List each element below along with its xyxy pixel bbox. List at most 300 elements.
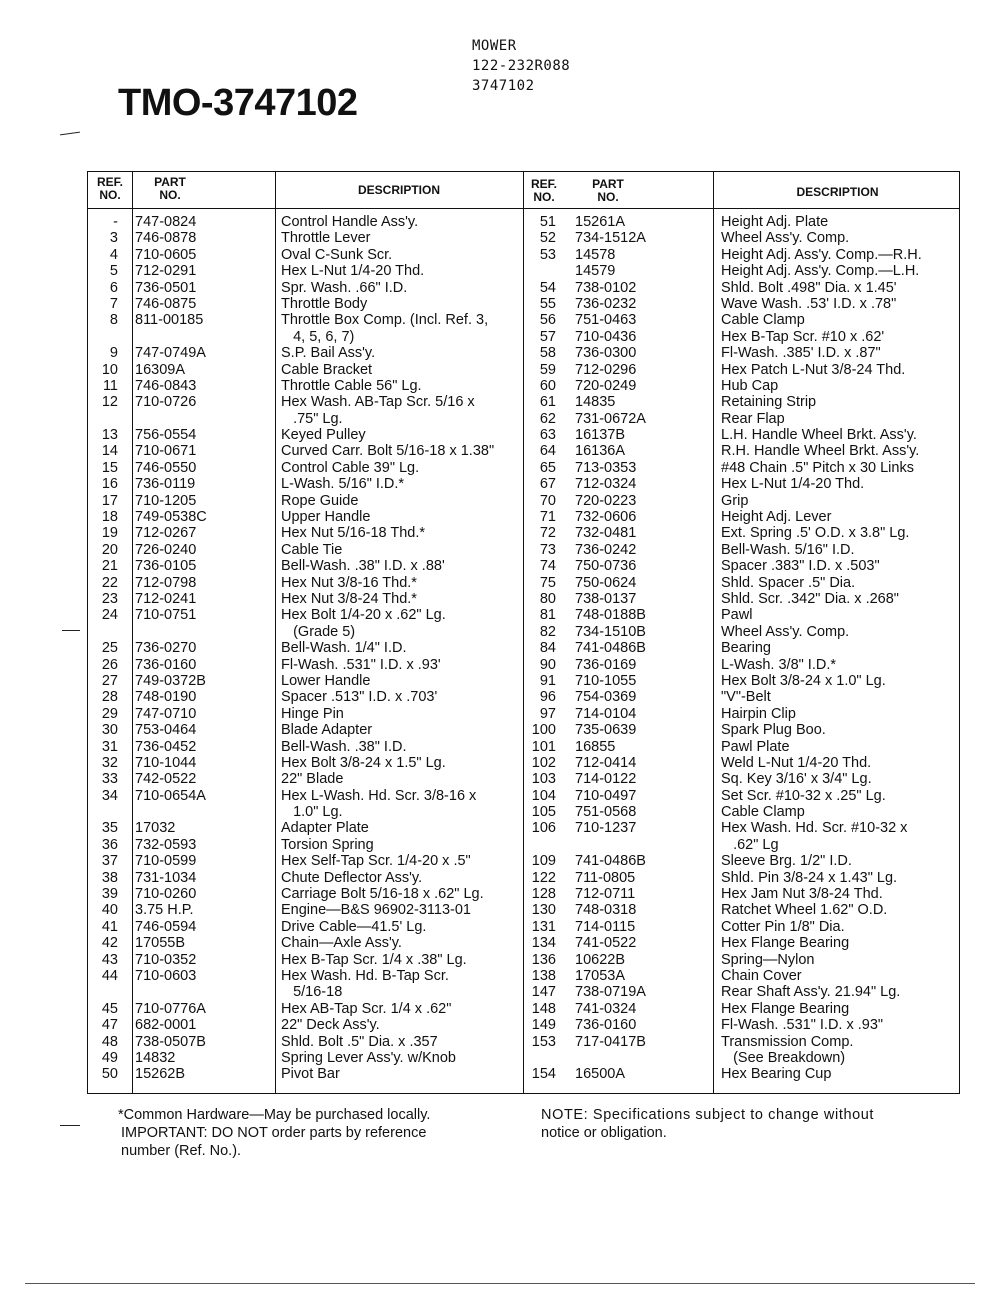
left-row-part-cell: 682-0001 bbox=[135, 1017, 197, 1034]
right-row-description-cell: R.H. Handle Wheel Brkt. Ass'y. bbox=[721, 443, 920, 460]
left-row-description-cell: Hex Nut 5/16-18 Thd.* bbox=[281, 525, 426, 542]
right-row-description-cell: Cable Clamp bbox=[721, 312, 805, 329]
scan-mark bbox=[62, 630, 80, 631]
left-row-part-cell: 747-0710 bbox=[135, 705, 197, 722]
right-row-part-cell: 713-0353 bbox=[575, 459, 637, 476]
left-row-part-cell: 712-0798 bbox=[135, 574, 197, 591]
right-row-description-cell: Hub Cap bbox=[721, 377, 779, 394]
right-row-part-cell: 14835 bbox=[575, 394, 616, 411]
right-row-ref-cell: 75 bbox=[539, 574, 556, 591]
right-row-part-cell: 738-0102 bbox=[575, 279, 637, 296]
left-row-description-cell: Drive Cable—41.5' Lg. bbox=[281, 918, 427, 935]
left-row-part-cell: 710-0599 bbox=[135, 853, 197, 870]
left-row-part-cell: 710-0671 bbox=[135, 443, 197, 460]
left-row-ref-cell: - bbox=[113, 214, 118, 230]
left-row-ref-cell: 7 bbox=[109, 295, 118, 312]
right-row-part-cell: 14579 bbox=[575, 263, 616, 280]
right-row-description-cell: Hex Flange Bearing bbox=[721, 1000, 850, 1017]
right-row-ref-cell: 134 bbox=[531, 935, 556, 952]
left-row-description-cell: Hex Nut 3/8-24 Thd.* bbox=[281, 590, 417, 607]
left-row-description-cell: Throttle Box Comp. (Incl. Ref. 3, bbox=[281, 312, 489, 329]
left-row-description-cell: Carriage Bolt 5/16-18 x .62" Lg. bbox=[281, 886, 484, 903]
right-row-ref-cell: 64 bbox=[539, 443, 556, 460]
right-row-part-cell: 736-0232 bbox=[575, 295, 637, 312]
right-row-description-cell: Shld. Scr. .342" Dia. x .268" bbox=[721, 590, 899, 607]
left-row-part-cell: 742-0522 bbox=[135, 771, 197, 788]
left-row-ref-cell: 39 bbox=[101, 886, 118, 903]
left-row-description-cell: Rope Guide bbox=[281, 492, 359, 509]
left-row-description-cell: Chain—Axle Ass'y. bbox=[281, 935, 402, 952]
right-row-description-cell: Spring—Nylon bbox=[721, 951, 815, 968]
right-row-part-cell: 17053A bbox=[575, 967, 625, 984]
right-row-ref-cell: 57 bbox=[539, 328, 556, 345]
left-row-description-cell: Control Cable 39" Lg. bbox=[281, 459, 420, 476]
left-row-ref-cell: 36 bbox=[101, 836, 118, 853]
right-row-part-cell: 741-0486B bbox=[575, 640, 646, 657]
right-row-description-cell: Cotter Pin 1/8" Dia. bbox=[721, 918, 845, 935]
right-row-description-cell: Rear Flap bbox=[721, 410, 785, 427]
right-row-description-cell: Hex Wash. Hd. Scr. #10-32 x bbox=[721, 820, 908, 837]
left-part-column bbox=[135, 214, 273, 1083]
left-row-part-cell: 746-0875 bbox=[135, 295, 197, 312]
right-row-part-cell: 741-0324 bbox=[575, 1000, 637, 1017]
left-row-ref-cell bbox=[92, 411, 118, 427]
right-row-description-cell: Spark Plug Boo. bbox=[721, 722, 826, 739]
right-row-ref-cell: 52 bbox=[539, 230, 556, 247]
right-row-description-cell: Height Adj. Lever bbox=[721, 509, 832, 526]
left-row-ref-cell: 12 bbox=[101, 394, 118, 411]
left-row-description-cell: Oval C-Sunk Scr. bbox=[281, 246, 393, 263]
left-row-part-cell: 732-0593 bbox=[135, 836, 197, 853]
left-row-ref-cell: 18 bbox=[101, 509, 118, 526]
right-row-ref-cell: 51 bbox=[539, 214, 556, 230]
right-row-part-cell: 712-0296 bbox=[575, 361, 637, 378]
left-row-description-cell: Cable Bracket bbox=[281, 361, 373, 378]
right-row-ref-cell: 90 bbox=[539, 656, 556, 673]
right-row-ref-cell: 104 bbox=[531, 787, 556, 804]
left-row-description-cell: Spring Lever Ass'y. w/Knob bbox=[281, 1049, 456, 1066]
left-row-part-cell: 747-0749A bbox=[135, 345, 206, 362]
right-row-description-cell: Spacer .383" I.D. x .503" bbox=[721, 558, 880, 575]
right-row-description-cell: Height Adj. Ass'y. Comp.—R.H. bbox=[721, 246, 922, 263]
left-row-description-cell: Torsion Spring bbox=[281, 836, 374, 853]
left-row-description-cell: Hex Wash. Hd. B-Tap Scr. bbox=[281, 967, 449, 984]
right-row-part-cell: 712-0711 bbox=[575, 886, 636, 903]
left-row-ref-cell: 35 bbox=[101, 820, 118, 837]
right-row-ref-cell: 65 bbox=[539, 459, 556, 476]
right-row-description-cell: Weld L-Nut 1/4-20 Thd. bbox=[721, 754, 872, 771]
header-ref-no: REF. NO. bbox=[530, 177, 557, 204]
right-row-description-cell: Wave Wash. .53' I.D. x .78" bbox=[721, 295, 897, 312]
left-row-description-cell: Fl-Wash. .531" I.D. x .93' bbox=[281, 656, 441, 673]
right-row-description-cell: Hex Bearing Cup bbox=[721, 1066, 832, 1083]
right-row-description-cell: Hex Bolt 3/8-24 x 1.0" Lg. bbox=[721, 672, 886, 689]
left-row-ref-cell: 25 bbox=[101, 640, 118, 657]
right-row-part-cell: 738-0719A bbox=[575, 984, 646, 1001]
left-row-description-cell: Hex Self-Tap Scr. 1/4-20 x .5" bbox=[281, 853, 471, 870]
right-row-part-cell: 16136A bbox=[575, 443, 625, 460]
left-row-description-cell: Keyed Pulley bbox=[281, 427, 366, 444]
left-row-part-cell: 746-0843 bbox=[135, 377, 197, 394]
left-row-ref-cell: 20 bbox=[101, 541, 118, 558]
right-row-ref-cell: 149 bbox=[531, 1017, 556, 1034]
left-row-part-cell: 710-0605 bbox=[135, 246, 197, 263]
left-row-ref-cell: 24 bbox=[101, 607, 118, 624]
header-ref-no: REF. NO. bbox=[96, 175, 123, 202]
left-row-part-cell: 712-0291 bbox=[135, 263, 197, 280]
left-row-ref-cell: 3 bbox=[109, 230, 118, 247]
left-row-ref-cell: 34 bbox=[101, 787, 118, 804]
left-row-part-cell: 811-00185 bbox=[135, 312, 204, 329]
right-row-ref-cell: 109 bbox=[531, 853, 556, 870]
left-row-description-cell: 5/16-18 bbox=[281, 984, 343, 1001]
right-row-part-cell: 748-0318 bbox=[575, 902, 637, 919]
scan-mark bbox=[60, 1125, 80, 1126]
left-row-part-cell: 736-0105 bbox=[135, 558, 197, 575]
left-row-ref-cell: 47 bbox=[101, 1017, 118, 1034]
right-row-ref-cell: 122 bbox=[531, 869, 556, 886]
left-row-part-cell: 16309A bbox=[135, 361, 185, 378]
right-row-part-cell: 750-0624 bbox=[575, 574, 637, 591]
right-row-ref-cell: 63 bbox=[539, 427, 556, 444]
left-row-description-cell: Hex Nut 3/8-16 Thd.* bbox=[281, 574, 417, 591]
right-row-description-cell: Height Adj. Plate bbox=[721, 214, 829, 230]
left-row-part-cell: 746-0878 bbox=[135, 230, 197, 247]
right-row-description-cell: Cable Clamp bbox=[721, 804, 805, 821]
left-row-ref-cell: 27 bbox=[101, 672, 118, 689]
left-row-part-cell: 14832 bbox=[135, 1049, 176, 1066]
left-row-ref-cell: 45 bbox=[101, 1000, 118, 1017]
left-row-ref-cell: 28 bbox=[101, 689, 118, 706]
right-row-part-cell: 741-0522 bbox=[575, 935, 637, 952]
right-row-description-cell: Hex Jam Nut 3/8-24 Thd. bbox=[721, 886, 883, 903]
right-row-part-cell: 710-1237 bbox=[575, 820, 637, 837]
left-row-description-cell: Throttle Cable 56" Lg. bbox=[281, 377, 422, 394]
right-row-part-cell: 710-1055 bbox=[575, 672, 637, 689]
right-row-ref-cell: 96 bbox=[539, 689, 556, 706]
right-row-description-cell: Hairpin Clip bbox=[721, 705, 796, 722]
left-row-part-cell: 15262B bbox=[135, 1066, 185, 1083]
right-row-ref-cell: 97 bbox=[539, 705, 556, 722]
left-row-description-cell: Blade Adapter bbox=[281, 722, 373, 739]
right-ref-column bbox=[522, 214, 556, 1083]
right-row-description-cell: Grip bbox=[721, 492, 749, 509]
right-row-part-cell: 714-0115 bbox=[575, 918, 636, 935]
header-part-no: PART NO. bbox=[154, 175, 186, 202]
right-row-part-cell: 738-0137 bbox=[575, 590, 637, 607]
header-description: DESCRIPTION bbox=[796, 185, 879, 199]
right-row-part-cell: 734-1510B bbox=[575, 623, 646, 640]
right-row-ref-cell: 72 bbox=[539, 525, 556, 542]
scan-mark bbox=[60, 132, 80, 136]
right-row-part-cell: 15261A bbox=[575, 214, 625, 230]
left-row-ref-cell bbox=[92, 804, 118, 820]
left-row-description-cell: Bell-Wash. 1/4" I.D. bbox=[281, 640, 407, 657]
right-row-description-cell: Retaining Strip bbox=[721, 394, 817, 411]
right-row-ref-cell: 101 bbox=[531, 738, 556, 755]
right-row-ref-cell: 136 bbox=[531, 951, 556, 968]
left-row-ref-cell: 42 bbox=[101, 935, 118, 952]
left-row-ref-cell: 29 bbox=[101, 705, 118, 722]
left-row-ref-cell: 9 bbox=[109, 345, 118, 362]
right-row-description-cell: Height Adj. Ass'y. Comp.—L.H. bbox=[721, 263, 920, 280]
left-row-description-cell: Curved Carr. Bolt 5/16-18 x 1.38" bbox=[281, 443, 495, 460]
column-divider bbox=[713, 172, 714, 1093]
right-row-ref-cell: 54 bbox=[539, 279, 556, 296]
left-row-ref-cell: 5 bbox=[109, 263, 118, 280]
right-row-part-cell: 712-0324 bbox=[575, 476, 637, 493]
right-row-ref-cell: 138 bbox=[531, 967, 556, 984]
footnote-note: NOTE: Specifications subject to change without bbox=[541, 1107, 875, 1123]
right-row-part-cell: 750-0736 bbox=[575, 558, 637, 575]
left-row-ref-cell: 31 bbox=[101, 738, 118, 755]
page-edge-line bbox=[25, 1283, 975, 1284]
page-title: TMO-3747102 bbox=[118, 82, 358, 124]
column-divider bbox=[132, 172, 133, 1093]
right-row-description-cell: Ratchet Wheel 1.62" O.D. bbox=[721, 902, 888, 919]
left-row-ref-cell: 48 bbox=[101, 1033, 118, 1050]
left-row-description-cell: Throttle Lever bbox=[281, 230, 371, 247]
left-row-part-cell: 753-0464 bbox=[135, 722, 197, 739]
left-row-ref-cell: 15 bbox=[101, 459, 118, 476]
right-row-part-cell: 717-0417B bbox=[575, 1033, 646, 1050]
left-row-part-cell: 749-0538C bbox=[135, 509, 207, 526]
right-row-description-cell: (See Breakdown) bbox=[721, 1049, 846, 1066]
right-row-part-cell: 736-0169 bbox=[575, 656, 637, 673]
left-row-description-cell: Hex Bolt 1/4-20 x .62" Lg. bbox=[281, 607, 446, 624]
left-row-ref-cell: 21 bbox=[101, 558, 118, 575]
left-row-ref-cell: 26 bbox=[101, 656, 118, 673]
right-row-part-cell: 16137B bbox=[575, 427, 625, 444]
left-row-ref-cell: 11 bbox=[102, 377, 118, 394]
column-divider bbox=[275, 172, 276, 1093]
right-row-part-cell bbox=[575, 837, 711, 853]
right-row-description-cell: Shld. Bolt .498" Dia. x 1.45' bbox=[721, 279, 897, 296]
left-row-description-cell: 4, 5, 6, 7) bbox=[281, 328, 355, 345]
right-row-description-cell: .62" Lg bbox=[721, 836, 779, 853]
left-row-description-cell: 1.0" Lg. bbox=[281, 804, 343, 821]
right-row-part-cell: 720-0249 bbox=[575, 377, 637, 394]
right-row-ref-cell: 56 bbox=[539, 312, 556, 329]
left-row-description-cell: Pivot Bar bbox=[281, 1066, 340, 1083]
right-row-description-cell: Bearing bbox=[721, 640, 771, 657]
right-row-ref-cell: 81 bbox=[539, 607, 556, 624]
left-row-description-cell: Hex Wash. AB-Tap Scr. 5/16 x bbox=[281, 394, 475, 411]
right-row-description-cell: Transmission Comp. bbox=[721, 1033, 854, 1050]
left-row-description-cell: Hex L-Nut 1/4-20 Thd. bbox=[281, 263, 425, 280]
left-row-description-cell: Control Handle Ass'y. bbox=[281, 214, 419, 230]
left-row-part-cell: 726-0240 bbox=[135, 541, 197, 558]
right-row-description-cell: Chain Cover bbox=[721, 967, 802, 984]
left-row-part-cell bbox=[135, 411, 273, 427]
left-row-part-cell: 17032 bbox=[135, 820, 176, 837]
left-row-ref-cell: 19 bbox=[101, 525, 118, 542]
right-row-description-cell: Fl-Wash. .531" I.D. x .93" bbox=[721, 1017, 884, 1034]
right-row-part-cell: 736-0160 bbox=[575, 1017, 637, 1034]
right-row-description-cell: Set Scr. #10-32 x .25" Lg. bbox=[721, 787, 886, 804]
right-row-ref-cell: 153 bbox=[531, 1033, 556, 1050]
right-row-ref-cell: 74 bbox=[539, 558, 556, 575]
left-row-part-cell: 710-0603 bbox=[135, 967, 197, 984]
right-row-description-cell: Hex Patch L-Nut 3/8-24 Thd. bbox=[721, 361, 906, 378]
left-row-description-cell: L-Wash. 5/16" I.D.* bbox=[281, 476, 405, 493]
left-row-description-cell: Bell-Wash. .38" I.D. x .88' bbox=[281, 558, 445, 575]
left-row-description-cell: 22" Blade bbox=[281, 771, 344, 788]
left-row-description-cell: Spacer .513" I.D. x .703' bbox=[281, 689, 438, 706]
left-row-part-cell bbox=[135, 624, 273, 640]
right-row-part-cell: 710-0497 bbox=[575, 787, 637, 804]
left-row-ref-cell: 8 bbox=[109, 312, 118, 329]
left-row-ref-cell: 49 bbox=[101, 1049, 118, 1066]
left-row-description-cell: Shld. Bolt .5" Dia. x .357 bbox=[281, 1033, 438, 1050]
left-row-ref-cell bbox=[92, 329, 118, 345]
left-row-description-cell: Adapter Plate bbox=[281, 820, 369, 837]
right-row-part-cell: 735-0639 bbox=[575, 722, 637, 739]
left-row-ref-cell: 40 bbox=[101, 902, 118, 919]
right-row-ref-cell: 154 bbox=[531, 1066, 556, 1083]
right-row-part-cell: 754-0369 bbox=[575, 689, 637, 706]
left-row-part-cell: 756-0554 bbox=[135, 427, 197, 444]
left-row-description-cell: Hex Bolt 3/8-24 x 1.5" Lg. bbox=[281, 754, 446, 771]
right-row-description-cell: L-Wash. 3/8" I.D.* bbox=[721, 656, 837, 673]
footnote-important: IMPORTANT: DO NOT order parts by reference bbox=[121, 1125, 427, 1141]
right-row-description-cell: Shld. Spacer .5" Dia. bbox=[721, 574, 856, 591]
left-row-part-cell: 738-0507B bbox=[135, 1033, 206, 1050]
left-row-part-cell: 749-0372B bbox=[135, 672, 206, 689]
left-row-ref-cell: 14 bbox=[101, 443, 118, 460]
right-row-description-cell: Rear Shaft Ass'y. 21.94" Lg. bbox=[721, 984, 901, 1001]
right-row-part-cell: 10622B bbox=[575, 951, 625, 968]
parts-table bbox=[87, 171, 960, 1094]
right-row-ref-cell: 91 bbox=[539, 672, 556, 689]
right-row-ref-cell: 105 bbox=[531, 804, 556, 821]
left-row-description-cell: (Grade 5) bbox=[281, 623, 356, 640]
left-ref-column bbox=[92, 214, 118, 1083]
left-row-part-cell: 731-1034 bbox=[135, 869, 197, 886]
right-row-part-cell: 16855 bbox=[575, 738, 616, 755]
right-row-part-cell: 736-0300 bbox=[575, 345, 637, 362]
left-row-part-cell: 710-0260 bbox=[135, 886, 197, 903]
left-row-part-cell: 746-0550 bbox=[135, 459, 197, 476]
left-row-part-cell: 712-0241 bbox=[135, 590, 197, 607]
left-row-part-cell: 710-1044 bbox=[135, 754, 197, 771]
right-row-ref-cell: 130 bbox=[531, 902, 556, 919]
right-row-ref-cell: 60 bbox=[539, 377, 556, 394]
left-row-description-cell: Bell-Wash. .38" I.D. bbox=[281, 738, 407, 755]
right-row-part-cell: 14578 bbox=[575, 246, 616, 263]
left-row-part-cell: 736-0452 bbox=[135, 738, 197, 755]
left-row-ref-cell: 37 bbox=[101, 853, 118, 870]
right-part-column bbox=[575, 214, 711, 1083]
right-row-part-cell: 720-0223 bbox=[575, 492, 637, 509]
left-row-part-cell: 747-0824 bbox=[135, 214, 197, 230]
left-row-ref-cell: 30 bbox=[101, 722, 118, 739]
left-row-description-cell: Lower Handle bbox=[281, 672, 371, 689]
left-row-ref-cell: 38 bbox=[101, 869, 118, 886]
right-row-description-cell: Fl-Wash. .385' I.D. x .87" bbox=[721, 345, 881, 362]
right-row-ref-cell bbox=[522, 837, 556, 853]
left-row-part-cell bbox=[135, 329, 273, 345]
right-row-ref-cell: 100 bbox=[531, 722, 556, 739]
left-row-ref-cell: 23 bbox=[101, 590, 118, 607]
right-row-part-cell: 16500A bbox=[575, 1066, 625, 1083]
left-row-description-cell: Spr. Wash. .66" I.D. bbox=[281, 279, 408, 296]
left-row-description-cell: S.P. Bail Ass'y. bbox=[281, 345, 376, 362]
right-row-description-cell: Shld. Pin 3/8-24 x 1.43" Lg. bbox=[721, 869, 898, 886]
right-row-description-cell: #48 Chain .5" Pitch x 30 Links bbox=[721, 459, 914, 476]
right-row-part-cell: 732-0606 bbox=[575, 509, 637, 526]
left-row-part-cell: 736-0270 bbox=[135, 640, 197, 657]
left-row-ref-cell: 6 bbox=[109, 279, 118, 296]
left-row-ref-cell: 33 bbox=[101, 771, 118, 788]
left-row-ref-cell: 16 bbox=[101, 476, 118, 493]
left-row-part-cell: 17055B bbox=[135, 935, 185, 952]
right-row-ref-cell: 147 bbox=[531, 984, 556, 1001]
right-row-description-cell: Pawl bbox=[721, 607, 753, 624]
left-row-ref-cell: 44 bbox=[101, 967, 118, 984]
right-row-ref-cell: 102 bbox=[531, 754, 556, 771]
left-row-part-cell: 748-0190 bbox=[135, 689, 197, 706]
left-row-part-cell bbox=[135, 984, 273, 1000]
right-row-part-cell: 734-1512A bbox=[575, 230, 646, 247]
right-row-part-cell: 714-0122 bbox=[575, 771, 637, 788]
left-row-ref-cell bbox=[92, 984, 118, 1000]
left-row-ref-cell: 43 bbox=[101, 951, 118, 968]
model-number: 122-232R088 bbox=[472, 58, 571, 74]
right-row-ref-cell: 62 bbox=[539, 410, 556, 427]
left-row-description-cell: Throttle Body bbox=[281, 295, 368, 312]
left-row-ref-cell: 50 bbox=[101, 1066, 118, 1083]
right-row-description-cell: L.H. Handle Wheel Brkt. Ass'y. bbox=[721, 427, 917, 444]
left-row-description-cell: Cable Tie bbox=[281, 541, 343, 558]
right-row-part-cell: 731-0672A bbox=[575, 410, 646, 427]
left-row-ref-cell: 41 bbox=[101, 918, 118, 935]
right-row-ref-cell: 70 bbox=[539, 492, 556, 509]
left-row-description-cell: .75" Lg. bbox=[281, 410, 343, 427]
right-row-description-cell: Pawl Plate bbox=[721, 738, 790, 755]
model-code: 3747102 bbox=[472, 78, 535, 94]
right-row-ref-cell: 59 bbox=[539, 361, 556, 378]
left-row-part-cell: 712-0267 bbox=[135, 525, 197, 542]
right-row-ref-cell bbox=[522, 263, 556, 279]
right-row-ref-cell: 58 bbox=[539, 345, 556, 362]
right-row-ref-cell: 71 bbox=[539, 509, 556, 526]
right-row-ref-cell: 67 bbox=[539, 476, 556, 493]
right-row-description-cell: Hex Flange Bearing bbox=[721, 935, 850, 952]
left-row-description-cell: Hinge Pin bbox=[281, 705, 344, 722]
right-row-description-cell: "V"-Belt bbox=[721, 689, 771, 706]
left-row-part-cell: 736-0119 bbox=[135, 476, 196, 493]
right-row-part-cell: 736-0242 bbox=[575, 541, 637, 558]
right-row-description-cell: Wheel Ass'y. Comp. bbox=[721, 623, 850, 640]
left-row-part-cell: 736-0501 bbox=[135, 279, 197, 296]
right-row-ref-cell: 73 bbox=[539, 541, 556, 558]
left-row-part-cell: 710-0776A bbox=[135, 1000, 206, 1017]
right-description-column bbox=[721, 214, 959, 1083]
right-row-part-cell: 748-0188B bbox=[575, 607, 646, 624]
left-row-description-cell: Engine—B&S 96902-3113-01 bbox=[281, 902, 471, 919]
left-row-description-cell: Hex L-Wash. Hd. Scr. 3/8-16 x bbox=[281, 787, 477, 804]
left-row-part-cell: 710-0352 bbox=[135, 951, 197, 968]
left-row-part-cell: 736-0160 bbox=[135, 656, 197, 673]
left-row-ref-cell: 4 bbox=[109, 246, 118, 263]
right-row-description-cell: Ext. Spring .5' O.D. x 3.8" Lg. bbox=[721, 525, 910, 542]
left-row-part-cell bbox=[135, 804, 273, 820]
left-row-part-cell: 746-0594 bbox=[135, 918, 197, 935]
right-row-part-cell: 751-0568 bbox=[575, 804, 637, 821]
right-row-ref-cell: 80 bbox=[539, 590, 556, 607]
left-description-column bbox=[281, 214, 521, 1083]
